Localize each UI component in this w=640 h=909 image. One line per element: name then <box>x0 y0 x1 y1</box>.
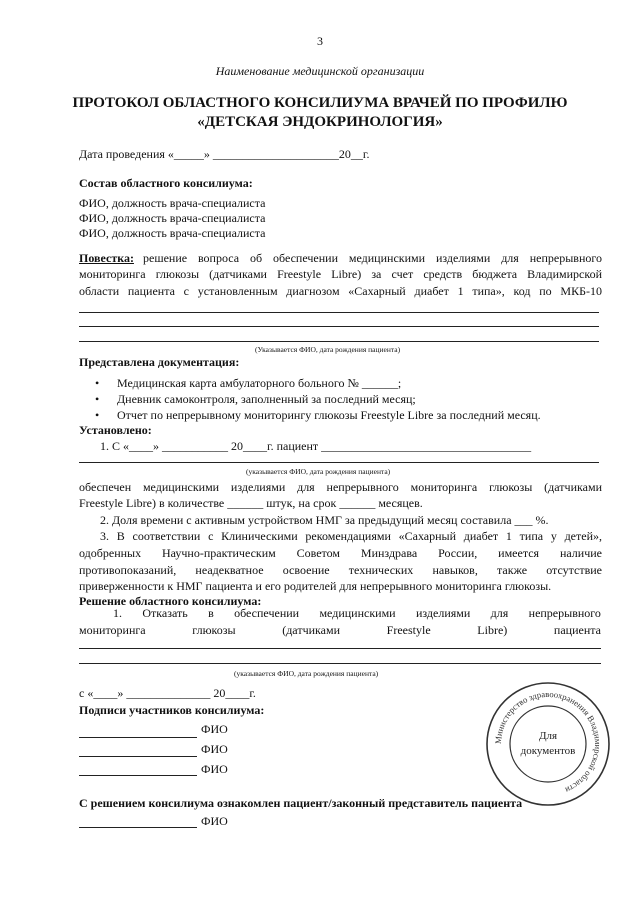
signatures-heading: Подписи участников консилиума: <box>79 703 265 717</box>
patient-blank-line-1 <box>79 312 599 313</box>
decision-word: (датчиками <box>282 623 341 637</box>
decision-word: Libre) <box>477 623 508 637</box>
established-item-3-line-4: приверженности к НМГ пациента и его родителей для непрерывного мониторинга глюкозы. <box>79 579 552 593</box>
documentation-heading: Представлена документация: <box>79 355 240 369</box>
signature-fio-1: ФИО <box>201 722 228 736</box>
stamp-center-line-1: Для <box>538 730 558 742</box>
decision-word: мониторинга <box>79 623 146 637</box>
patient-blank-line-6 <box>79 663 601 664</box>
established-item-3-line-1: 3. В соответствии с Клиническими рекомендациями «Сахарный диабет 1 типа у детей», <box>100 529 602 543</box>
decision-heading: Решение областного консилиума: <box>79 594 262 608</box>
agenda-line-2: мониторинга глюкозы (датчиками Freestyle Libre) за счет средств бюджета Владимирской <box>79 267 602 281</box>
established-caption: (указывается ФИО, дата рождения пациента) <box>246 467 391 476</box>
doc-item-3: • Отчет по непрерывному мониторингу глюкозы Freestyle Libre за последний месяц. <box>117 408 541 423</box>
signature-fio-2: ФИО <box>201 742 228 756</box>
established-item-1-line-3: Freestyle Libre) в количестве ______ штук, на срок ______ месяцев. <box>79 496 423 510</box>
decision-word: для <box>490 606 509 620</box>
organization-name: Наименование медицинской организации <box>215 64 425 78</box>
signature-line-2 <box>79 756 197 757</box>
agenda-line-1: решение вопроса об обеспечении медицинскими изделиями для непрерывного <box>143 251 602 265</box>
composition-heading: Состав областного консилиума: <box>79 176 253 190</box>
stamp-ring-text: Министерство здравоохранения Владимирской области <box>492 688 604 796</box>
decision-word: непрерывного <box>528 606 601 620</box>
decision-word: 1. <box>113 606 122 620</box>
established-item-2: 2. Доля времени с активным устройством НМГ за предыдущий месяц составила ___ %. <box>100 513 549 527</box>
stamp-inner-ring <box>510 706 586 782</box>
decision-word: в <box>208 606 214 620</box>
established-heading: Установлено: <box>79 423 152 437</box>
official-stamp <box>484 680 612 808</box>
established-item-3-line-2: одобренных Научно-практическим Советом Минздрава России, имеется наличие <box>79 546 602 560</box>
title-line-1: ПРОТОКОЛ ОБЛАСТНОГО КОНСИЛИУМА ВРАЧЕЙ ПО ПРОФИЛЮ <box>72 95 568 111</box>
acknowledgement-fio: ФИО <box>201 814 228 828</box>
member-2: ФИО, должность врача-специалиста <box>79 211 266 225</box>
decision-date: с «____» ______________ 20____г. <box>79 686 256 700</box>
decision-line-2 <box>79 623 601 638</box>
patient-blank-line-4 <box>79 462 599 463</box>
doc-item-1: • Медицинская карта амбулаторного больного № ______; <box>117 376 401 391</box>
established-item-1-line-2: обеспечен медицинскими изделиями для непрерывного мониторинга глюкозы (датчиками <box>79 480 602 494</box>
agenda-line-3: области пациента с установленным диагнозом «Сахарный диабет 1 типа», код по МКБ-10 <box>79 284 602 298</box>
stamp-outer-ring <box>487 683 609 805</box>
doc-item-2: • Дневник самоконтроля, заполненный за последний месяц; <box>117 392 416 407</box>
decision-line-1 <box>113 606 601 621</box>
patient-blank-line-2 <box>79 326 599 327</box>
decision-word: изделиями <box>415 606 471 620</box>
agenda-caption: (Указывается ФИО, дата рождения пациента) <box>255 345 401 354</box>
signature-line-3 <box>79 775 197 776</box>
decision-word: медицинскими <box>319 606 396 620</box>
decision-word: Freestyle <box>386 623 431 637</box>
acknowledgement-heading: С решением консилиума ознакомлен пациент/законный представитель пациента <box>79 796 523 810</box>
established-item-3-line-3: противопоказаний, неадекватное освоение технических навыков, также отсутствие <box>79 563 602 577</box>
decision-word: пациента <box>553 623 601 637</box>
patient-blank-line-5 <box>79 648 601 649</box>
decision-word: глюкозы <box>192 623 236 637</box>
date-of-meeting: Дата проведения «_____» _____________________20__г. <box>79 147 370 161</box>
signature-line-1 <box>79 737 197 738</box>
stamp-center-line-2: документов <box>520 745 576 757</box>
established-item-1: 1. С «____» ___________ 20____г. пациент ___________________________________ <box>100 439 532 453</box>
acknowledgement-signature-line <box>79 827 197 828</box>
patient-blank-line-3 <box>79 341 599 342</box>
decision-word: обеспечении <box>234 606 300 620</box>
member-1: ФИО, должность врача-специалиста <box>79 196 266 210</box>
decision-word: Отказать <box>142 606 188 620</box>
title-line-2: «ДЕТСКАЯ ЭНДОКРИНОЛОГИЯ» <box>197 114 443 130</box>
signature-fio-3: ФИО <box>201 762 228 776</box>
page-number: 3 <box>317 34 323 48</box>
decision-caption: (указывается ФИО, дата рождения пациента) <box>234 669 379 678</box>
member-3: ФИО, должность врача-специалиста <box>79 226 266 240</box>
agenda-label: Повестка: <box>79 251 134 265</box>
